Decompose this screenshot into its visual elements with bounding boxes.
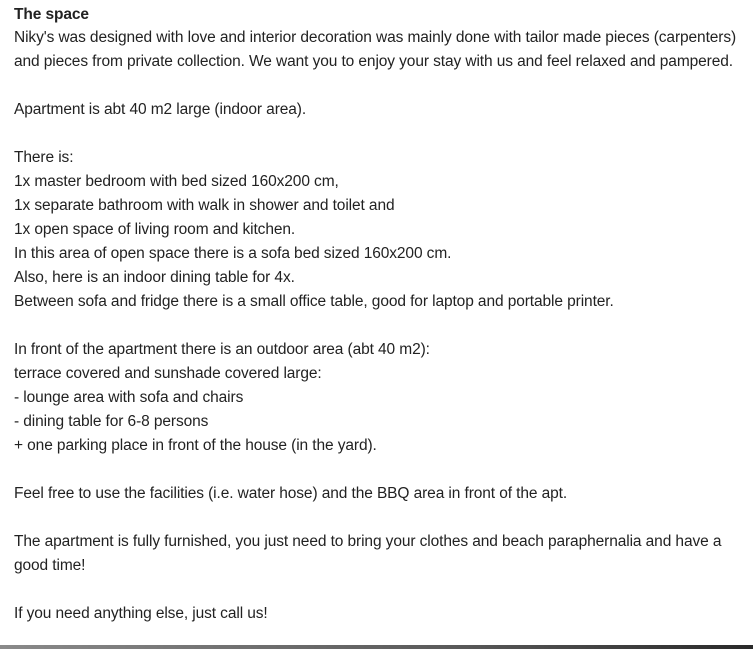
facilities-paragraph [14,482,744,506]
outdoor-line: + one parking place in front of the house (in the yard). [14,437,377,454]
rooms-line: In this area of open space there is a sofa bed sized 160x200 cm. [14,245,452,262]
furnished-text: The apartment is fully furnished, you just need to bring your clothes and beach paraphernalia and have a good time! [14,533,722,574]
size-paragraph [14,98,744,122]
rooms-line: There is: [14,149,74,166]
furnished-paragraph [14,530,744,578]
size-text: Apartment is abt 40 m2 large (indoor area). [14,101,307,118]
closing-text: If you need anything else, just call us! [14,605,268,622]
intro-text: Niky's was designed with love and interior decoration was mainly done with tailor made pieces (carpenters) and pieces from private collection. We want you to enjoy your stay with us and feel relaxed and pampered. [14,29,737,70]
section-title: The space [14,6,89,23]
rooms-line: 1x master bedroom with bed sized 160x200 cm, [14,173,339,190]
outdoor-line: In front of the apartment there is an outdoor area (abt 40 m2): [14,341,430,358]
listing-description [14,4,744,649]
rooms-line: 1x separate bathroom with walk in shower and toilet and [14,197,395,214]
outdoor-line: - dining table for 6-8 persons [14,413,209,430]
outdoor-line: - lounge area with sofa and chairs [14,389,244,406]
rooms-line: Also, here is an indoor dining table for 4x. [14,269,295,286]
rooms-line: Between sofa and fridge there is a small office table, good for laptop and portable printer. [14,293,614,310]
closing-paragraph [14,602,744,626]
rooms-line: 1x open space of living room and kitchen. [14,221,296,238]
bottom-edge-divider [0,645,753,649]
outdoor-line: terrace covered and sunshade covered large: [14,365,322,382]
outdoor-paragraph [14,338,744,458]
facilities-text: Feel free to use the facilities (i.e. water hose) and the BBQ area in front of the apt. [14,485,568,502]
rooms-paragraph [14,146,744,314]
intro-paragraph [14,26,744,74]
